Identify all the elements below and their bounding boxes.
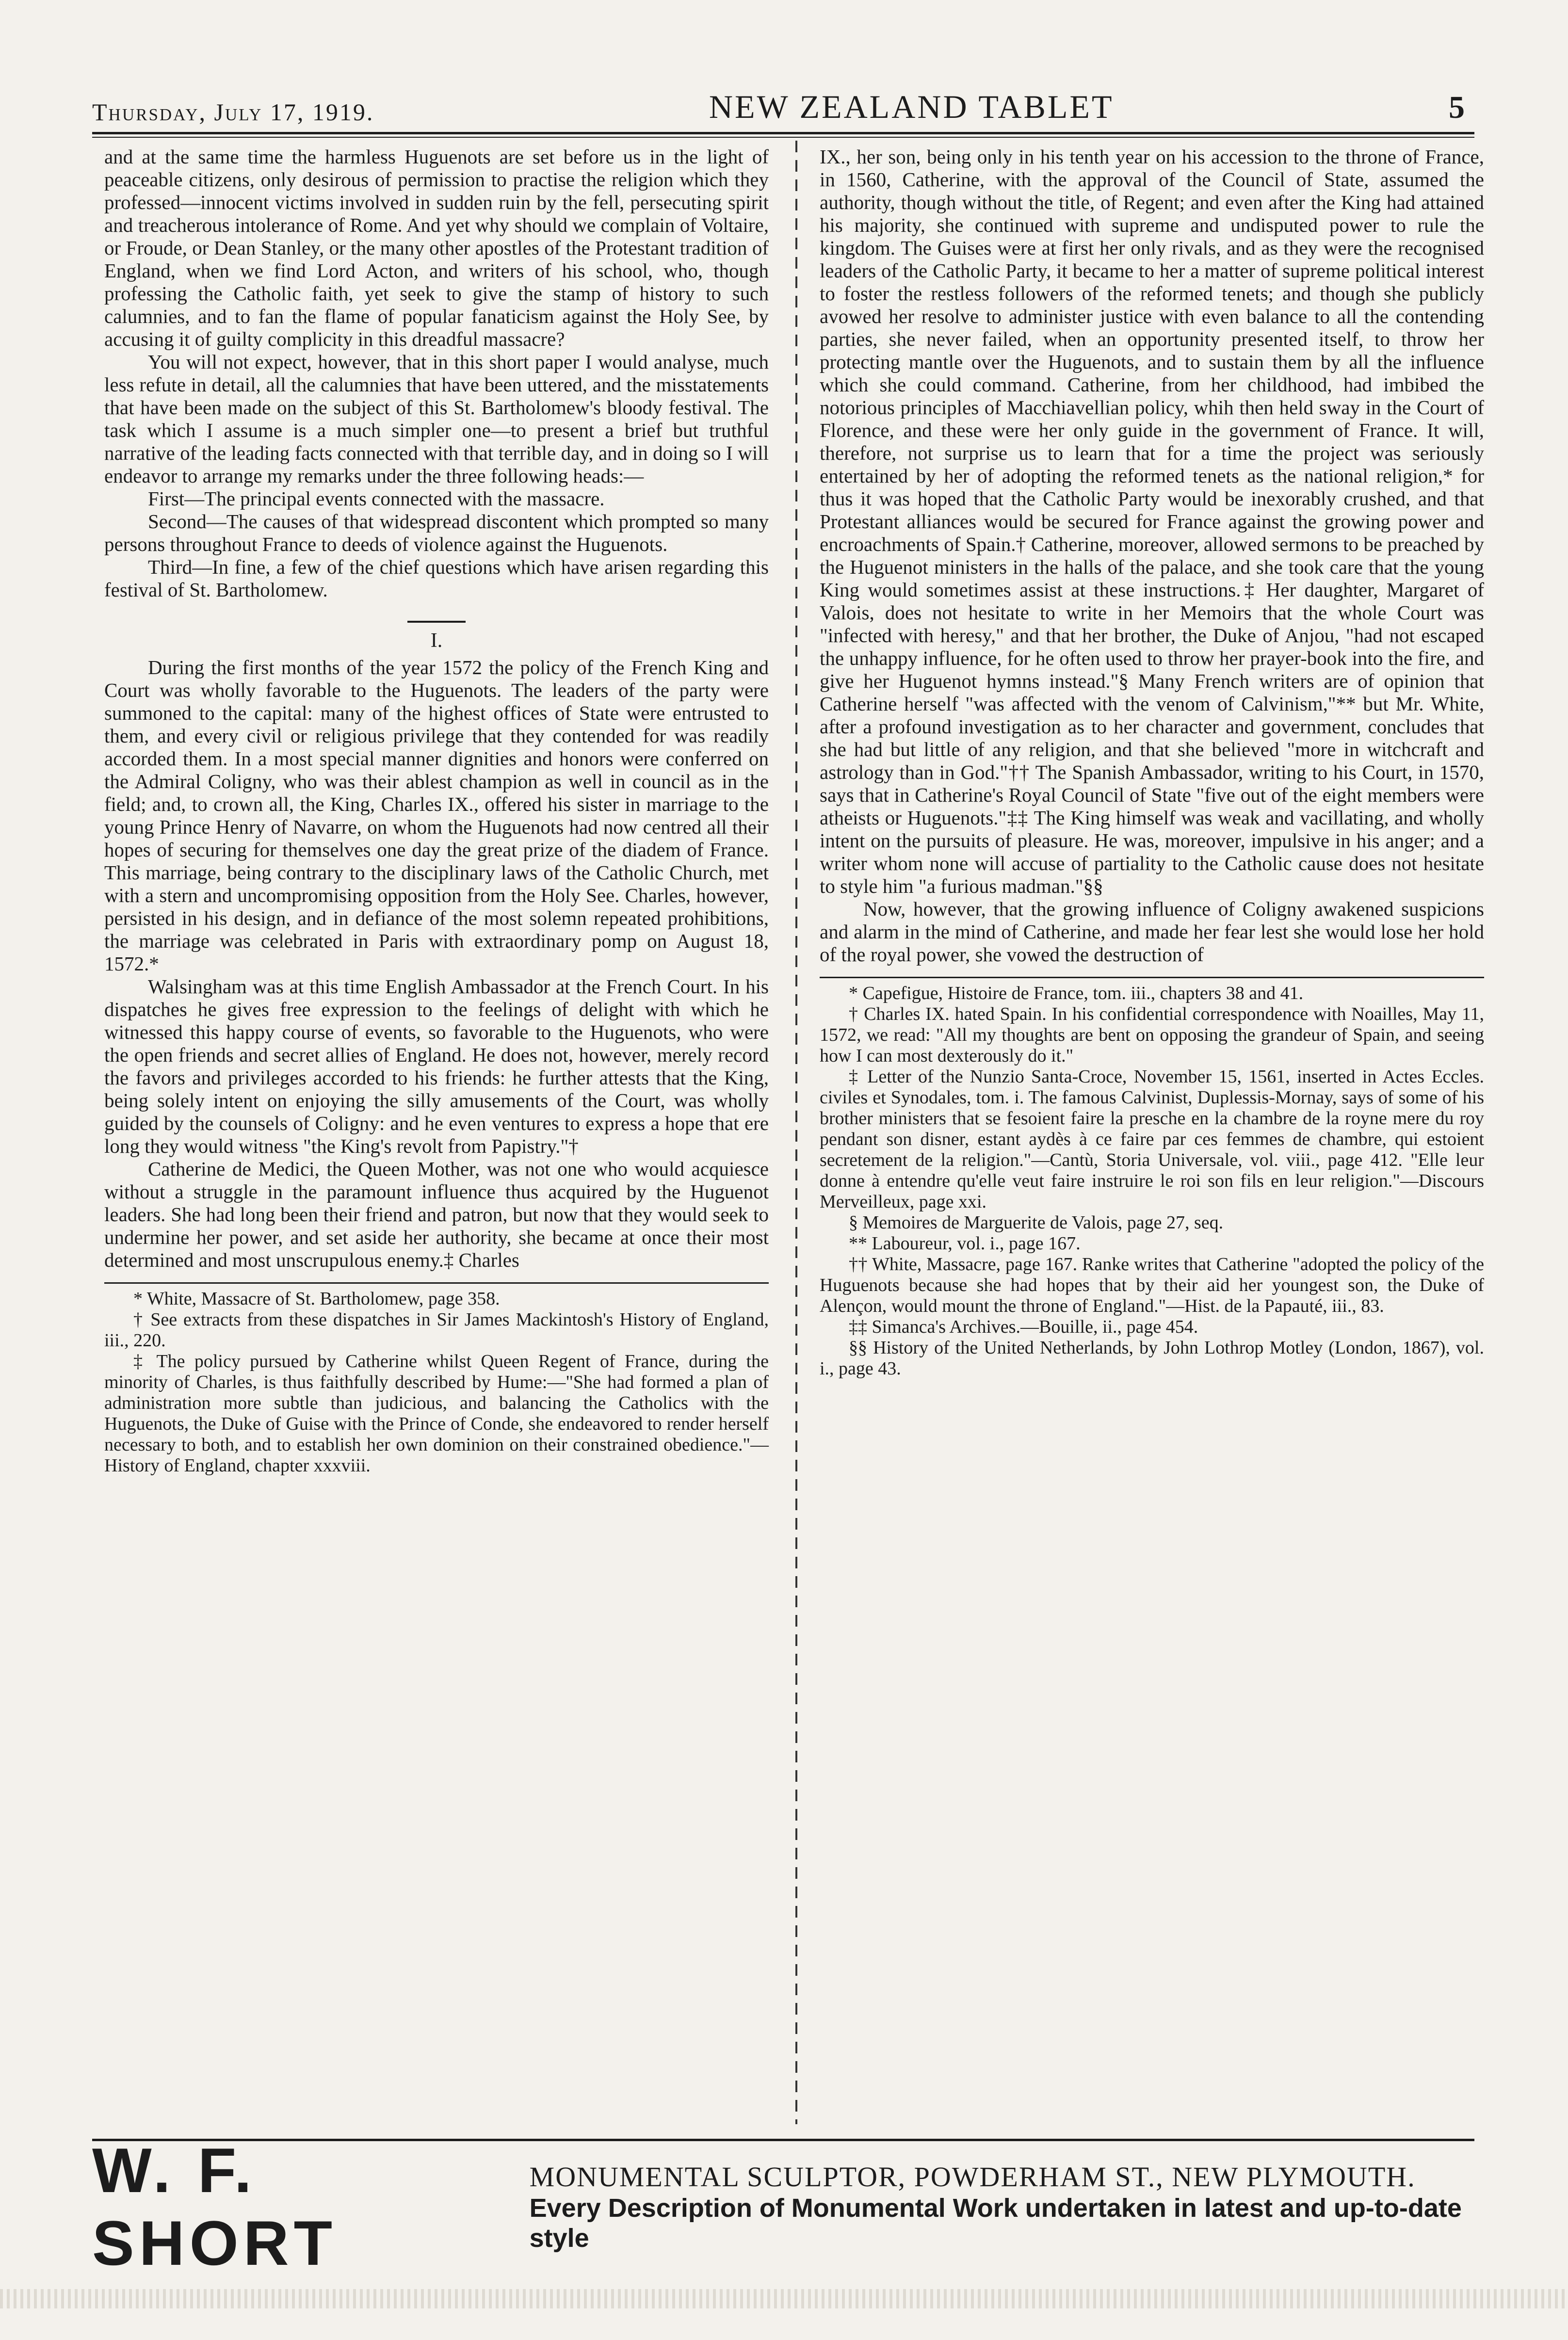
article-paragraph: Third—In fine, a few of the chief questions which have arisen regarding this festival of St. Bartholomew. [104, 556, 769, 601]
article-paragraph: Second—The causes of that widespread discontent which prompted so many persons throughout France to deeds of violence against the Huguenots. [104, 510, 769, 555]
advertisement-text [530, 2161, 1474, 2253]
issue-date: Thursday, July 17, 1919. [92, 98, 374, 126]
footnote-divider [104, 1282, 769, 1284]
advertisement-line: Every Description of Monumental Work undertaken in latest and up-to-date style [529, 2193, 1462, 2253]
section-divider [407, 621, 466, 623]
left-article-body [104, 145, 769, 1272]
footnote-divider [820, 977, 1484, 978]
right-column [820, 145, 1484, 1379]
masthead [92, 82, 1465, 126]
footnote: § Memoires de Marguerite de Valois, page 27, seq. [849, 1212, 1224, 1233]
advertisement [92, 2135, 1474, 2278]
advertisement-line: MONUMENTAL SCULPTOR, POWDERHAM ST., NEW PLYMOUTH. [529, 2161, 1416, 2193]
print-edge-noise [0, 2289, 1568, 2308]
footnote: * Capefigue, Histoire de France, tom. iii., chapters 38 and 41. [849, 983, 1304, 1003]
section-heading: I. [430, 629, 443, 652]
footnote: †† White, Massacre, page 167. Ranke writes that Catherine "adopted the policy of the Huguenots because she had hopes that by their aid her youngest son, the Duke of Alençon, would mount the throne of England."—Hist. de la Papauté, iii., 83. [820, 1254, 1484, 1316]
masthead-rule [92, 132, 1474, 134]
left-column [104, 145, 769, 1476]
masthead-rule-thin [92, 137, 1474, 138]
footnote: ‡‡ Simanca's Archives.—Bouille, ii., page 454. [849, 1317, 1198, 1337]
left-footnotes [104, 1289, 769, 1476]
article-paragraph: and at the same time the harmless Huguenots are set before us in the light of peaceable citizens, only desirous of permission to practise the religion which they professed—innocent victims involved in sudden ruin by the fell, persecuting spirit and treacherous intolerance of Rome. And yet why should we complain of Voltaire, or Froude, or Dean Stanley, or the many other apostles of the Protestant tradition of England, when we find Lord Acton, and writers of his school, who, though professing the Catholic faith, yet seek to give the stamp of history to such calumnies, and to fan the flame of popular fanaticism against the Holy See, by accusing it of guilty complicity in this dreadful massacre? [104, 145, 769, 350]
footnote: ‡ The policy pursued by Catherine whilst Queen Regent of France, during the minority of Charles, is thus faithfully described by Hume:—"She had formed a plan of administration more subtle than judicious, and balancing the Catholics with the Huguenots, the Duke of Guise with the Prince of Conde, she endeavored to render herself necessary to both, and to establish her own dominion on their constrained obedience."—History of England, chapter xxxviii. [104, 1351, 769, 1476]
newspaper-title: NEW ZEALAND TABLET [709, 88, 1114, 125]
column-separator [795, 141, 797, 2124]
advertiser-name: W. F. SHORT [92, 2135, 337, 2278]
article-paragraph: Walsingham was at this time English Ambassador at the French Court. In his dispatches he gives free expression to the feelings of delight with which he witnessed this happy course of events, so favorable to the Huguenots, who were the open friends and secret allies of England. He does not, however, merely record the favors and privileges accorded to his friends: he further attests that the King, being solely intent on enjoying the silly amusements of the Court, was wholly guided by the counsels of Coligny: and he even ventures to express a hope that ere long they would witness "the King's revolt from Papistry."† [104, 975, 769, 1157]
footnote: * White, Massacre of St. Bartholomew, page 358. [133, 1289, 500, 1309]
footnote: † See extracts from these dispatches in Sir James Mackintosh's History of England, iii., 220. [104, 1309, 769, 1351]
footnote: §§ History of the United Netherlands, by John Lothrop Motley (London, 1867), vol. i., page 43. [820, 1338, 1484, 1379]
article-paragraph: Now, however, that the growing influence of Coligny awakened suspicions and alarm in the mind of Catherine, and made her fear lest she would lose her hold of the royal power, she vowed the destruction of [820, 898, 1484, 966]
footnote: † Charles IX. hated Spain. In his confidential correspondence with Noailles, May 11, 1572, we read: "All my thoughts are bent on opposing the grandeur of Spain, and seeing how I can most dexterously do it." [820, 1004, 1484, 1066]
footnote: ‡ Letter of the Nunzio Santa-Croce, November 15, 1561, inserted in Actes Eccles. civiles et Synodales, tom. i. The famous Calvinist, Duplessis-Mornay, says of some of his brother ministers that se fesoient faire la presche en la chambre de la royne mere du roy pendant son disner, estant aydès à ce faire par ces femmes de chambre, qui estoient secretement de la religion."—Cantù, Storia Universale, vol. viii., page 412. "Elle leur donne à entendre qu'elle veut faire instruire le roi son fils en leur religion."—Discours Merveilleux, page xxi. [820, 1066, 1484, 1212]
article-paragraph: You will not expect, however, that in this short paper I would analyse, much less refute in detail, all the calumnies that have been uttered, and the misstatements that have been made on the subject of this St. Bartholomew's bloody festival. The task which I assume is a much simpler one—to present a brief but truthful narrative of the leading facts connected with that terrible day, and in doing so I will endeavor to arrange my remarks under the three following heads:— [104, 351, 769, 487]
right-footnotes [820, 983, 1484, 1379]
page-number: 5 [1448, 90, 1465, 125]
article-paragraph: During the first months of the year 1572 the policy of the French King and Court was wholly favorable to the Huguenots. The leaders of the party were summoned to the capital: many of the highest offices of State were entrusted to them, and every civil or religious privilege that they contended for was readily accorded them. In a most special manner dignities and honors were conferred on the Admiral Coligny, who was their ablest champion as well in council as in the field; and, to crown all, the King, Charles IX., offered his sister in marriage to the young Prince Henry of Navarre, on whom the Huguenots had now centred all their hopes of securing for themselves one day the great prize of the diadem of France. This marriage, being contrary to the disciplinary laws of the Catholic Church, met with a stern and uncompromising opposition from the Holy See. Charles, however, persisted in his design, and in defiance of the most solemn repeated prohibitions, the marriage was celebrated in Paris with extraordinary pomp on August 18, 1572.* [104, 656, 769, 975]
article-paragraph: IX., her son, being only in his tenth year on his accession to the throne of France, in 1560, Catherine, with the approval of the Council of State, assumed the authority, though without the title, of Regent; and even after the King had attained his majority, she continued with supreme and undisputed power to rule the kingdom. The Guises were at first her only rivals, and as they were the recognised leaders of the Catholic Party, it became to her a matter of supreme political interest to foster the restless followers of the reformed tenets; and though she publicly avowed her resolve to administer justice with even balance to all the contending parties, she never failed, when an opportunity presented itself, to throw her protecting mantle over the Huguenots, and to sustain them by all the influence which she could command. Catherine, from her childhood, had imbibed the notorious principles of Macchiavellian policy, whih then held sway in the Court of Florence, and these were her only guide in the government of France. It will, therefore, not surprise us to learn that for a time the project was seriously entertained by her of adopting the reformed tenets as the national religion,* for thus it was hoped that the Catholic Party would be inexorably crushed, and that Protestant alliances would be secured for France against the growing power and encroachments of Spain.† Catherine, moreover, allowed sermons to be preached by the Huguenot ministers in the halls of the palace, and she took care that the young King would sometimes assist at these instructions.‡ Her daughter, Margaret of Valois, does not hesitate to write in her Memoirs that the whole Court was "infected with heresy," and that her brother, the Duke of Anjou, "had not escaped the unhappy influence, for he often used to throw her prayer-book into the fire, and give her Huguenot hymns instead."§ Many French writers are of opinion that Catherine herself "was affected with the venom of Calvinism,"** but Mr. White, after a profound investigation as to her character and government, concludes that she had but little of any religion, and that she believed "more in witchcraft and astrology than in God."†† The Spanish Ambassador, writing to his Court, in 1570, says that in Catherine's Royal Council of State "five out of the eight members were atheists or Huguenots."‡‡ The King himself was weak and vacillating, and wholly intent on the pursuits of pleasure. He was, moreover, impulsive in his anger; and a writer whom none will accuse of partiality to the Catholic cause does not hesitate to style him "a furious madman."§§ [820, 145, 1484, 897]
article-paragraph: First—The principal events connected with the massacre. [148, 487, 605, 510]
right-article-body [820, 145, 1484, 966]
article-paragraph: Catherine de Medici, the Queen Mother, was not one who would acquiesce without a struggle in the paramount influence thus acquired by the Huguenot leaders. She had long been their friend and patron, but now that they would seek to undermine her power, and set aside her authority, she became at once their most determined and most unscrupulous enemy.‡ Charles [104, 1158, 769, 1271]
footnote: ** Laboureur, vol. i., page 167. [849, 1233, 1081, 1254]
